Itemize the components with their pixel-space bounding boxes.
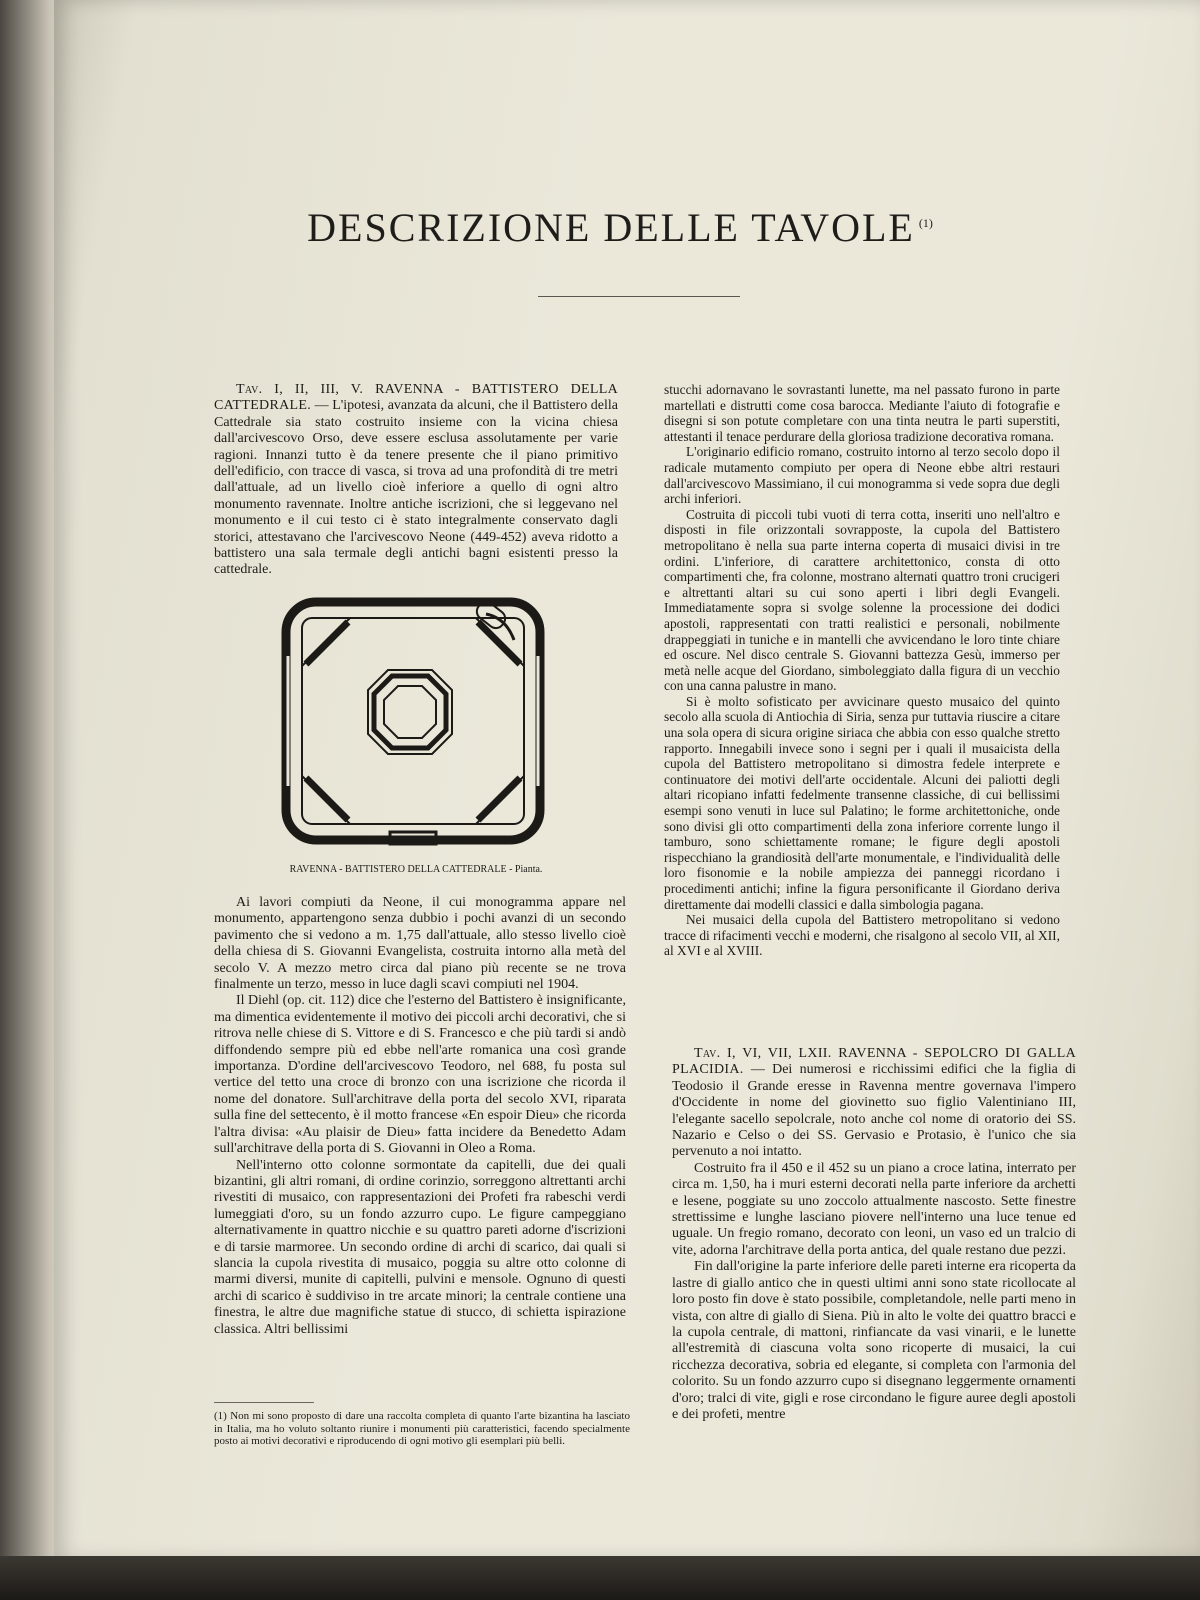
section1-heading: Tav. I, II, III, V. RAVENNA - BATTISTERO DELLA CATTEDRALE.: [214, 382, 618, 414]
section2-heading: Tav. I, VI, VII, LXII. RAVENNA - SEPOLCRO DI GALLA PLACIDIA.: [672, 1046, 1076, 1078]
left-column-bottom: [214, 895, 626, 1338]
paragraph: Fin dall'origine la parte inferiore delle pareti interne era ricoperta da lastre di giallo antico che in questi ultimi anni sono state ricollocate al loro posto fin dove è stato possibile, completandole, nelle parti meno in vista, con altre di giallo di Siena. Più in alto le volte dei quattro bracci e la cupola centrale, di mattoni, rinfiancate da vasi vinarii, e le lunette all'estremità di ciascuna volta sono ricoperte di musaici, la cui ricchezza decorativa, sobria ed elegante, si completa con l'armonia del colorito. Su un fondo azzurro cupo si disegnano leggermente ornamenti d'oro; tralci di vite, gigli e rose circondano le figure auree degli apostoli e dei profeti, mentre: [672, 1259, 1076, 1422]
section2-intro: Tav. I, VI, VII, LXII. RAVENNA - SEPOLCRO DI GALLA PLACIDIA. — Dei numerosi e ricchissimi edifici che la figlia di Teodosio il Grande eresse in Ravenna mentre governava l'impero d'Occidente in nome del giovinetto suo figlio Valentiniano III, l'elegante sacello sepolcrale, noto anche col nome di oratorio dei SS. Nazario e Celso o dei SS. Gervasio e Protasio, è l'unico che sia pervenuto a noi intatto.: [672, 1046, 1076, 1160]
right-column-top: [664, 382, 1060, 959]
footnote-divider: [214, 1402, 314, 1403]
section1-intro: Tav. I, II, III, V. RAVENNA - BATTISTERO DELLA CATTEDRALE. — L'ipotesi, avanzata da alcuni, che il Battistero della Cattedrale sia stato costruito insieme con la vicina chiesa dall'arcivescovo Orso, deve essere esclusa assolutamente per varie ragioni. Innanzi tutto è da tenere presente che il piano primitivo dell'edificio, con tracce di vasca, si trova ad una profondità di tre metri dall'attuale, ad un livello cioè inferiore a quello di ogni altro monumento ravennate. Inoltre antiche iscrizioni, che si leggevano nel monumento e il cui testo ci è stato integralmente conservato dagli storici, attestavano che l'arcivescovo Neone (449-452) aveva ridotto a battistero una sala termale degli antichi bagni esistenti presso la cattedrale.: [214, 382, 618, 578]
title-footnote-marker: (1): [918, 215, 933, 230]
paragraph: L'originario edificio romano, costruito intorno al terzo secolo dopo il radicale mutamento compiuto per opera di Neone ebbe altri restauri dall'arcivescovo Massimiano, il cui monogramma si vede sopra due degli archi inferiori.: [664, 444, 1060, 507]
page-bottom-shadow: [0, 1556, 1200, 1600]
page-title: DESCRIZIONE DELLE TAVOLE $^{(1)}$: [307, 205, 933, 250]
paragraph-continued: stucchi adornavano le sovrastanti lunette, ma nel passato furono in parte martellati e distrutti come cosa barocca. Mediante l'aiuto di fotografie e disegni si son potute completare con una tinta neutra le parti superstiti, attestanti il tenace perdurare della gloriosa tradizione decorativa romana.: [664, 382, 1060, 444]
figure-caption: RAVENNA - BATTISTERO DELLA CATTEDRALE - Pianta.: [289, 864, 543, 875]
left-column-top: [214, 382, 618, 579]
baptistery-floor-plan: [280, 596, 546, 848]
book-spine-edge: [0, 0, 62, 1600]
paragraph: Si è molto sofisticato per avvicinare questo musaico del quinto secolo alla scuola di Antiochia di Siria, senza pur tuttavia riuscire a citare una sola opera di sicura origine siriaca che abbia con esso qualche stretto rapporto. Innegabili invece sono i segni per i quali il musaicista della cupola del Battistero metropolitano si dimostra fedele interprete e continuatore dei motivi dell'arte occidentale. Alcuni dei paliotti degli altari ricopiano infatti fedelmente transenne classiche, di cui bellissimi esempi sono venuti in luce sul Palatino; le forme architettoniche, onde sono divisi gli otto compartimenti della zona inferiore corrente lungo il tamburo, sono schiettamente romane; le figure degli apostoli rispecchiano la grandiosità dell'arte monumentale, e l'individualità delle loro fisonomie e la nobile ampiezza dei panneggi ricordano i procedimenti antichi; infine la figura personificante il Giordano deriva direttamente dai modelli classici e dalla simbologia pagana.: [664, 693, 1060, 912]
footnote: (1) Non mi sono proposto di dare una raccolta completa di quanto l'arte bizantina ha lasciato in Italia, ma ho voluto soltanto riunire i monumenti più caratteristici, facendo specialmente posto ai motivi decorativi e riproducendo di ogni motivo gli esemplari più belli.: [214, 1410, 630, 1448]
paragraph: Il Diehl (op. cit. 112) dice che l'esterno del Battistero è insignificante, ma dimentica evidentemente il motivo dei piccoli archi decorativi, che si ritrova nelle chiese di S. Vittore e di S. Francesco e che più tardi si andò diffondendo sempre più ed ebbe nell'arte romanica una così grande importanza. D'ordine dell'arcivescovo Teodoro, nel 688, fu posta sul vertice del tetto una croce di bronzo con una iscrizione che ricorda il nome del donatore. Sull'architrave della porta del secolo XVI, riparata sulla fine del settecento, è il motto francese «En espoir Dieu» che ricorda l'altra divisa: «Au plaisir de Dieu» fatta incidere da Benedetto Adam sull'architrave della porta di S. Giovanni in Oleo a Roma.: [214, 993, 626, 1157]
paragraph: Ai lavori compiuti da Neone, il cui monogramma appare nel monumento, appartengono senza dubbio i pochi avanzi di un secondo pavimento che si vedono a m. 1,75 dall'attuale, allo stesso livello cioè della chiesa di S. Giovanni Evangelista, costruita intorno alla metà del secolo V. A mezzo metro circa dal piano più recente se ne trova finalmente un terzo, messo in luce dagli scavi compiuti nel 1904.: [214, 895, 626, 993]
title-divider: [538, 296, 740, 297]
paragraph: Costruito fra il 450 e il 452 su un piano a croce latina, interrato per circa m. 1,50, ha i muri esterni decorati nella parte inferiore da archetti e lesene, poggiate su uno zoccolo attualmente nascosto. Sette finestre strettissime e lunghe lasciano piovere nell'interno una luce tenue ed uguale. Un fregio romano, decorato con leoni, un vaso ed un tralcio di vite, adorna l'architrave della porta antica, del quale restano due pezzi.: [672, 1160, 1076, 1258]
paragraph: Nell'interno otto colonne sormontate da capitelli, due dei quali bizantini, gli altri romani, di ordine corinzio, sorreggono altrettanti archi rivestiti di musaico, con rappresentazioni dei Profeti fra rabeschi verdi lumeggiati d'oro, su un fondo azzurro cupo. Le figure campeggiano alternativamente in quattro nicchie e su quattro pareti adorne d'iscrizioni e di tarsie marmoree. Un secondo ordine di archi di scarico, dai quali si slancia la cupola rivestita di musaico, poggia su altre otto colonne di marmi diversi, munite di capitelli, pulvini e mensole. Ognuno di questi archi di scarico è suddiviso in tre arcate minori; la centrale contiene una finestra, le altre due magnifiche statue di stucco, di schietta ispirazione classica. Altri bellissimi: [214, 1157, 626, 1337]
paragraph: Nei musaici della cupola del Battistero metropolitano si vedono tracce di rifacimenti vecchi e moderni, che risalgono al secolo VII, al XII, al XVI e al XVIII.: [664, 912, 1060, 959]
right-column-bottom: [672, 1046, 1076, 1423]
paragraph: Costruita di piccoli tubi vuoti di terra cotta, inseriti uno nell'altro e disposti in file orizzontali sovrapposte, la cupola del Battistero metropolitano è nella sua parte interna coperta di musaici divisi in tre ordini. L'inferiore, di carattere architettonico, consta di otto compartimenti che, fra colonne, mostrano alternati quattro troni crucigeri e altrettanti altari su cui sono aperti i libri degli Evangeli. Immediatamente sopra si svolge solenne la processione dei dodici apostoli, rappresentati con tratti realistici e personali, nobilmente drappeggiati in tuniche e in mantelli che avvicendano le loro tinte chiare ed oscure. Nel disco centrale S. Giovanni battezza Gesù, immerso per metà nelle acque del Giordano, simboleggiato dalla figura di un vecchio con una canna palustre in mano.: [664, 506, 1060, 694]
